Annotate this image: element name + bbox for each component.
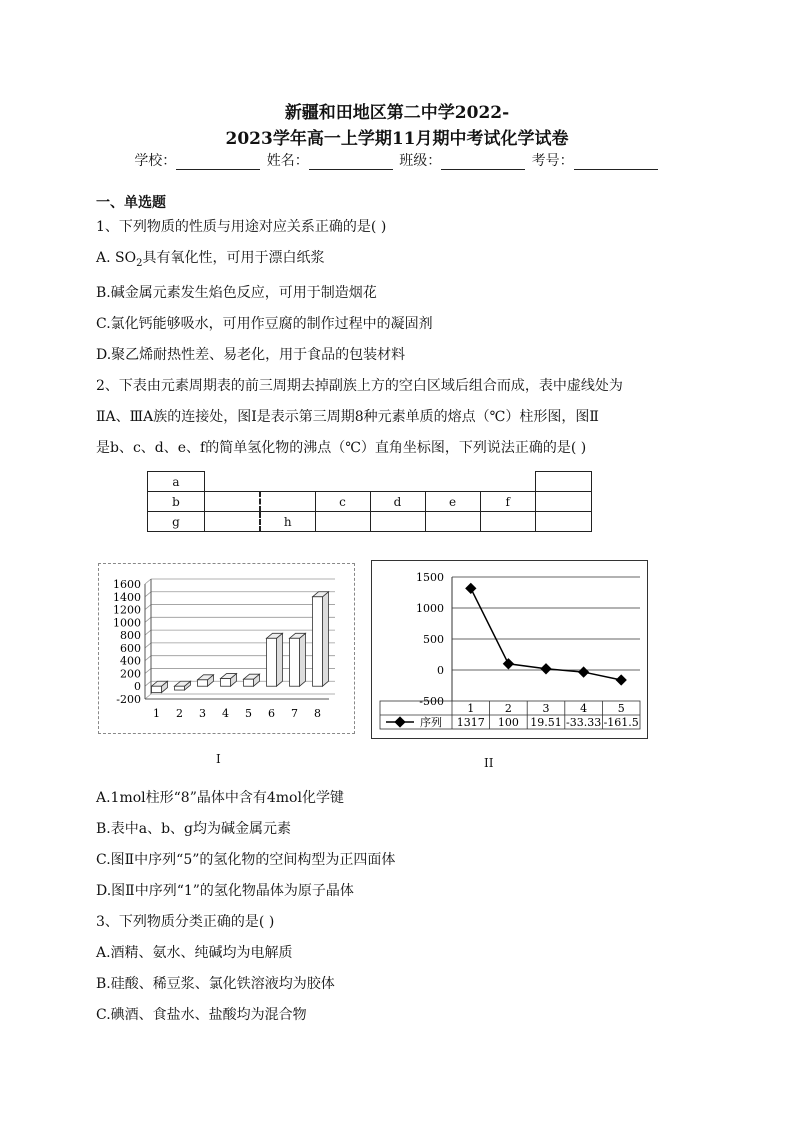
chart-i-xtick: 8 — [314, 707, 321, 720]
exam-no-blank[interactable] — [574, 155, 658, 170]
chart-i-xtick: 3 — [199, 707, 206, 720]
name-blank[interactable] — [309, 155, 393, 170]
caption-ii: II — [484, 756, 494, 770]
school-label: 学校： — [134, 153, 177, 169]
title-line-2: 2023学年高一上学期11月期中考试化学试卷 — [225, 129, 569, 149]
info-row — [0, 150, 794, 170]
chart-ii-xtick: 1 — [467, 702, 475, 715]
chart-i-xtick: 4 — [222, 707, 229, 720]
chart-ii-point — [465, 583, 476, 594]
cell-e: e — [425, 492, 480, 512]
chart-i-bar — [221, 679, 231, 687]
periodic-table — [147, 471, 592, 532]
q2-stem-1: 2、下表由元素周期表的前三周期去掉副族上方的空白区域后组合而成，表中虚线处为 — [96, 378, 623, 394]
q1-option-c: C.氯化钙能够吸水，可用作豆腐的制作过程中的凝固剂 — [96, 316, 433, 332]
class-blank[interactable] — [441, 155, 525, 170]
chart-i-gridline-side — [145, 579, 151, 584]
q1-option-a-post: 具有氧化性，可用于漂白纸浆 — [142, 250, 325, 266]
q1-option-a — [96, 247, 324, 269]
q2-option-d: D.图Ⅱ中序列“1”的氢化物晶体为原子晶体 — [96, 883, 354, 899]
chart-i-ytick: 1200 — [113, 603, 141, 617]
chart-ii-legend-label: 序列 — [420, 716, 442, 729]
chart-ii-value-label: 1317 — [456, 716, 485, 729]
chart-i-gridline-side — [145, 605, 151, 610]
chart-i-ytick: -200 — [116, 693, 141, 706]
chart-ii-point — [616, 674, 627, 685]
chart-ii-ytick: 1000 — [416, 602, 444, 615]
section-heading: 一、单选题 — [96, 195, 166, 211]
q2-option-b: B.表中a、b、g均为碱金属元素 — [96, 821, 292, 837]
q3-stem: 3、下列物质分类正确的是( ) — [96, 914, 275, 930]
q3-option-a: A.酒精、氨水、纯碱均为电解质 — [96, 945, 293, 961]
chart-i-ytick: 0 — [134, 680, 141, 694]
chart-i-ytick: 400 — [120, 654, 141, 668]
q2-option-c: C.图Ⅱ中序列“5”的氢化物的空间构型为正四面体 — [96, 852, 396, 868]
q2-option-a: A.1mol柱形“8”晶体中含有4mol化学键 — [96, 790, 344, 806]
chart-ii-xtick: 5 — [617, 702, 625, 715]
chart-ii-xtick: 3 — [542, 702, 550, 715]
chart-i-frame — [98, 563, 355, 734]
chart-ii-value-label: -33.33 — [565, 716, 602, 729]
q1-option-b: B.碱金属元素发生焰色反应，可用于制造烟花 — [96, 285, 377, 301]
chart-ii-point — [540, 663, 551, 674]
class-label: 班级： — [399, 153, 442, 169]
chart-i-xtick: 6 — [268, 707, 275, 720]
chart-ii-value-label: 100 — [497, 716, 519, 729]
chart-i-bar — [290, 638, 300, 686]
chart-ii-ytick: -500 — [419, 695, 444, 708]
chart-i-gridline-side — [145, 656, 151, 661]
cell-f: f — [480, 492, 536, 512]
chart-ii-point — [578, 666, 589, 677]
chart-i-ytick: 200 — [120, 667, 141, 681]
chart-i-ytick: 1400 — [113, 590, 141, 604]
chart-i-gridline-side — [145, 592, 151, 597]
chart-ii-ytick: 0 — [437, 664, 444, 677]
q1-option-d: D.聚乙烯耐热性差、易老化，用于食品的包装材料 — [96, 347, 406, 363]
chart-ii — [372, 561, 647, 738]
chart-i-xtick: 5 — [245, 707, 252, 720]
chart-i-bar — [313, 597, 323, 686]
chart-ii-ytick: 500 — [423, 633, 444, 646]
school-blank[interactable] — [176, 155, 260, 170]
cell-b: b — [148, 492, 205, 512]
chart-i-ytick: 1000 — [113, 616, 141, 630]
chart-i-gridline-side — [145, 630, 151, 635]
chart-ii-xtick: 4 — [580, 702, 588, 715]
cell-c: c — [315, 492, 370, 512]
chart-ii-value-label: 19.51 — [530, 716, 562, 729]
q2-stem-2: ⅡA、ⅢA族的连接处，图Ⅰ是表示第三周期8种元素单质的熔点（℃）柱形图，图Ⅱ — [96, 409, 599, 425]
chart-i — [99, 564, 354, 733]
chart-i-bar — [198, 680, 208, 686]
chart-i-bar — [152, 686, 162, 692]
chart-i-xtick: 1 — [153, 707, 160, 720]
chart-ii-legend-marker — [394, 716, 405, 727]
chart-i-bar — [267, 638, 277, 686]
cell-h: h — [260, 512, 315, 532]
chart-i-bar-side — [277, 633, 283, 686]
chart-i-bar — [175, 686, 185, 690]
chart-i-ytick: 600 — [120, 641, 141, 655]
q2-stem-3: 是b、c、d、e、f的简单氢化物的沸点（℃）直角坐标图，下列说法正确的是( ) — [96, 440, 587, 456]
chart-ii-xtick: 2 — [504, 702, 512, 715]
exam-no-label: 考号： — [531, 153, 574, 169]
chart-i-gridline-side — [145, 694, 151, 699]
chart-i-xtick: 7 — [291, 707, 298, 720]
cell-noble-1 — [536, 472, 592, 492]
name-label: 姓名： — [266, 153, 309, 169]
chart-ii-ytick: 1500 — [416, 571, 444, 584]
cell-g: g — [148, 512, 205, 532]
chart-i-xtick: 2 — [176, 707, 183, 720]
cell-a: a — [148, 472, 205, 492]
chart-ii-frame — [371, 560, 648, 739]
chart-i-gridline-side — [145, 643, 151, 648]
caption-i: I — [216, 752, 221, 766]
chart-i-bar-side — [323, 592, 329, 686]
q1-stem: 1、下列物质的性质与用途对应关系正确的是( ) — [96, 219, 387, 235]
q1-option-a-sub: 2 — [136, 257, 143, 269]
chart-i-gridline-side — [145, 681, 151, 686]
cell-d: d — [370, 492, 425, 512]
chart-i-gridline-side — [145, 668, 151, 673]
q3-option-b: B.硅酸、稀豆浆、氯化铁溶液均为胶体 — [96, 976, 335, 992]
chart-ii-point — [503, 658, 514, 669]
chart-i-ytick: 1600 — [113, 578, 141, 591]
q3-option-c: C.碘酒、食盐水、盐酸均为混合物 — [96, 1007, 307, 1023]
q1-option-a-pre: A. SO — [96, 250, 137, 266]
title-line-1: 新疆和田地区第二中学2022- — [284, 103, 510, 123]
chart-i-bar — [244, 679, 254, 686]
chart-i-gridline-side — [145, 617, 151, 622]
chart-i-bar-side — [300, 633, 306, 686]
chart-ii-value-label: -161.5 — [603, 716, 639, 729]
chart-i-ytick: 800 — [120, 629, 141, 643]
